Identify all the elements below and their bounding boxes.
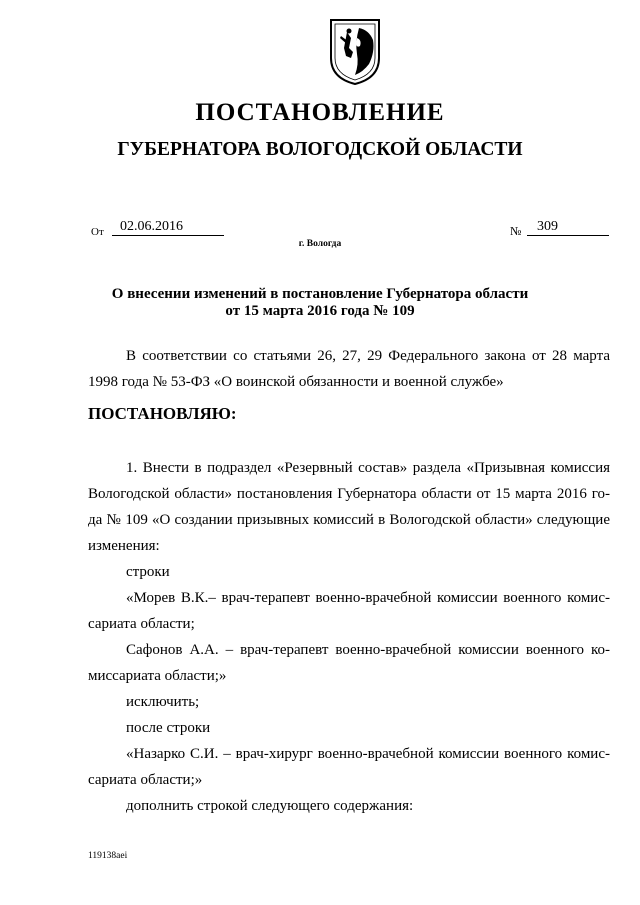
number-field: 309 <box>527 219 609 236</box>
date-field: 02.06.2016 <box>112 219 224 236</box>
preamble <box>88 343 610 395</box>
body-line: 1. Внести в подраздел «Резервный состав» раздела «Призывная комиссия <box>126 460 610 476</box>
subject-line: О внесении изменений в постановление Губернатора области <box>111 286 529 302</box>
coat-of-arms-icon <box>329 18 381 86</box>
document-subject <box>0 286 640 320</box>
date-label: От <box>91 226 104 238</box>
body-line: сариата области; <box>88 616 195 632</box>
number-label: № <box>510 224 522 238</box>
issuer-title: ГУБЕРНАТОРА ВОЛОГОДСКОЙ ОБЛАСТИ <box>117 139 523 160</box>
body-line: исключить; <box>126 694 200 710</box>
city-label: г. Вологда <box>298 239 342 249</box>
body-paragraph-1 <box>88 455 610 819</box>
body-line: «Назарко С.И. – врач-хирург военно-врачебной комиссии военного комис- <box>126 746 610 762</box>
preamble-line: 1998 года № 53-ФЗ «О воинской обязанности и военной службе» <box>88 374 504 390</box>
body-line: Сафонов А.А. – врач-терапевт военно-врачебной комиссии военного ко- <box>126 642 610 658</box>
document-code: 119138aei <box>88 851 128 861</box>
body-line: миссариата области;» <box>88 668 227 684</box>
decree-heading: ПОСТАНОВЛЯЮ: <box>88 404 237 423</box>
body-line: да № 109 «О создании призывных комиссий в Вологодской области» следующие <box>88 512 610 528</box>
body-line: строки <box>126 564 170 580</box>
body-line: изменения: <box>88 538 160 554</box>
body-line: «Морев В.К.– врач-терапевт военно-врачебной комиссии военного комис- <box>126 590 610 606</box>
body-line: Вологодской области» постановления Губернатора области от 15 марта 2016 го- <box>88 486 610 502</box>
body-line: после строки <box>126 720 211 736</box>
subject-line: от 15 марта 2016 года № 109 <box>225 303 415 319</box>
body-line: дополнить строкой следующего содержания: <box>126 798 414 814</box>
preamble-line: В соответствии со статьями 26, 27, 29 Федерального закона от 28 марта <box>126 348 610 364</box>
body-line: сариата области;» <box>88 772 203 788</box>
document-title: ПОСТАНОВЛЕНИЕ <box>195 99 445 126</box>
